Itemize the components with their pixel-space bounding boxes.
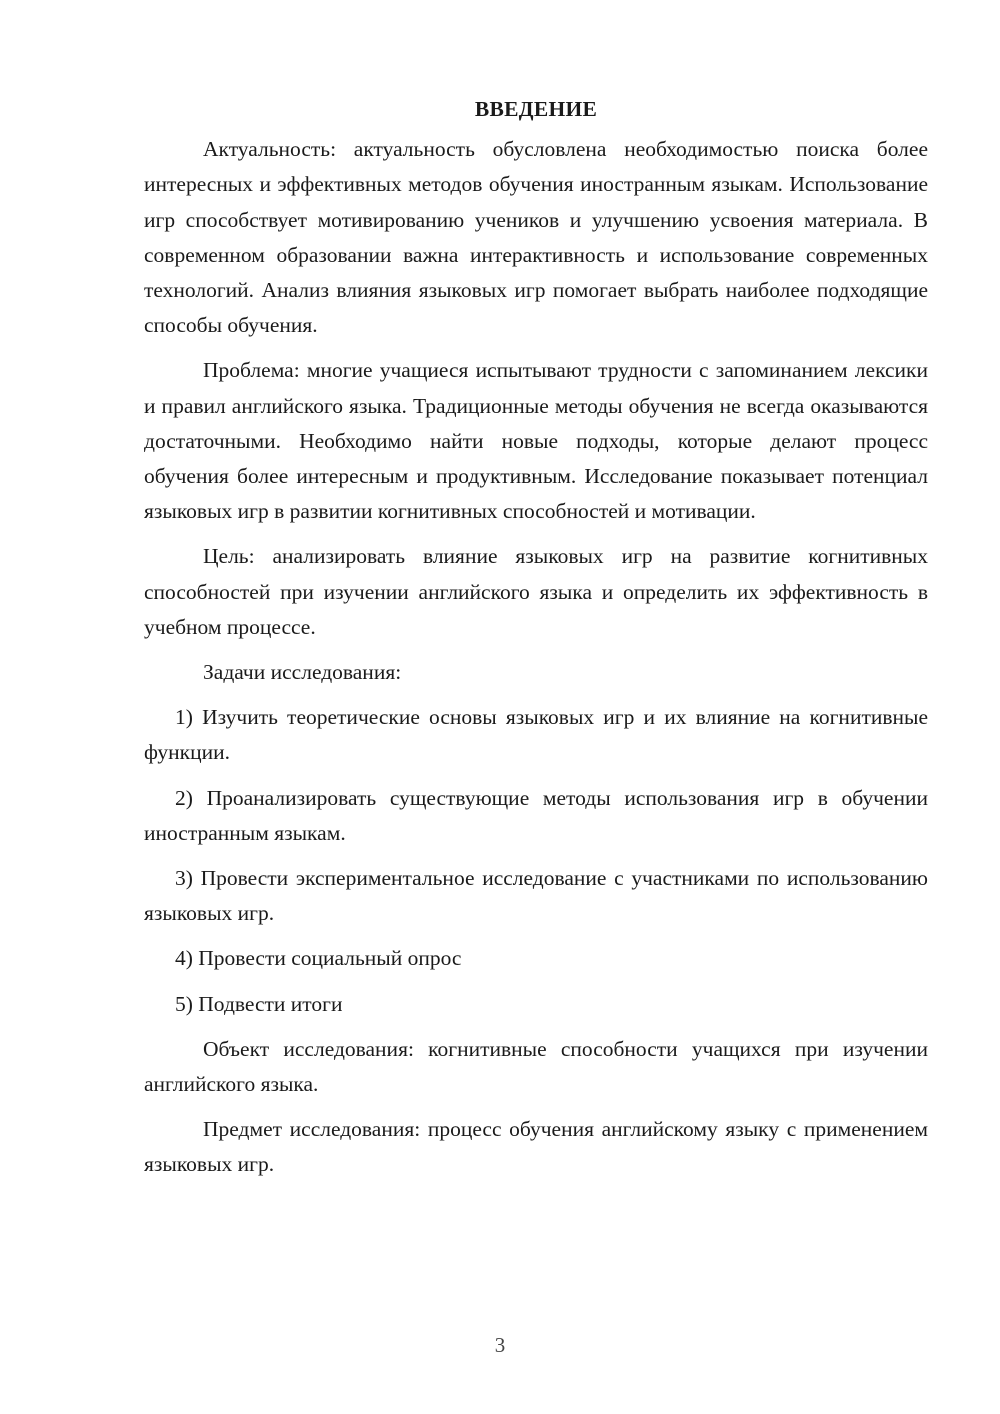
page-number: 3 (494, 1333, 506, 1357)
task-item-4: 4) Провести социальный опрос (175, 946, 462, 971)
page-title: ВВЕДЕНИЕ (474, 97, 598, 121)
page-content (144, 92, 928, 1193)
task-item-3: 3) Провести экспериментальное исследование с участниками по использованию языковых игр. (144, 866, 928, 926)
paragraph-tasks-heading: Задачи исследования: (203, 660, 402, 685)
paragraph-relevance: Актуальность: актуальность обусловлена необходимостью поиска более интересных и эффективных методов обучения иностранным языкам. Использование игр способствует мотивированию учеников и улучшению усвоения материала. В современном образовании важна интерактивность и использование современных технологий. Анализ влияния языковых игр помогает выбрать наиболее подходящие способы обучения. (144, 137, 928, 338)
paragraph-subject: Предмет исследования: процесс обучения английскому языку с применением языковых игр. (144, 1117, 928, 1177)
paragraph-object: Объект исследования: когнитивные способности учащихся при изучении английского языка. (144, 1036, 928, 1097)
task-item-5: 5) Подвести итоги (175, 991, 343, 1016)
paragraph-problem: Проблема: многие учащиеся испытывают трудности с запоминанием лексики и правил английского языка. Традиционные методы обучения не всегда оказываются достаточными. Необходимо найти новые подходы, которые делают процесс обучения более интересным и продуктивным. Исследование показывает потенциал языковых игр в развитии когнитивных способностей и мотивации. (144, 358, 928, 524)
task-item-2: 2) Проанализировать существующие методы использования игр в обучении иностранным языкам. (144, 785, 928, 845)
paragraph-goal: Цель: анализировать влияние языковых игр на развитие когнитивных способностей при изучении английского языка и определить их эффективность в учебном процессе. (144, 544, 928, 639)
task-item-1: 1) Изучить теоретические основы языковых игр и их влияние на когнитивные функции. (144, 705, 928, 765)
